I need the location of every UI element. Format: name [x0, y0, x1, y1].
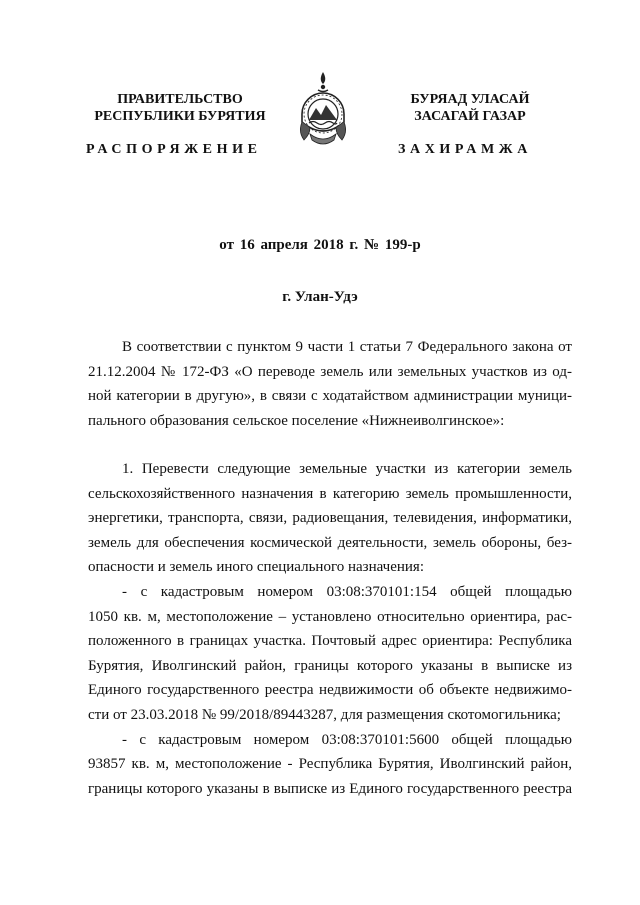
- preamble-line: пального образования сельское поселение «Нижнеиволгинское»:: [88, 412, 505, 429]
- buryatia-coat-of-arms-icon: [296, 70, 350, 154]
- section-line: 93857 кв. м, местоположение - Республика Бурятия, Иволгинский район,: [88, 756, 572, 773]
- header-right-line2: ЗАСАГАЙ ГАЗАР: [414, 109, 526, 124]
- header-left-line2: РЕСПУБЛИКИ БУРЯТИЯ: [94, 109, 266, 124]
- section-line: опасности и земель иного специального назначения:: [88, 559, 424, 576]
- act-type-ru: РАСПОРЯЖЕНИЕ: [86, 142, 262, 157]
- section-line: сельскохозяйственного назначения в категорию земель промышленности,: [88, 485, 572, 502]
- preamble-paragraph: [88, 335, 572, 433]
- section-line: Единого государственного реестра недвижимости об объекте недвижимо-: [88, 682, 572, 699]
- header-right-line1: БУРЯАД УЛАСАЙ: [410, 92, 530, 107]
- document-city: г. Улан-Удэ: [282, 289, 358, 305]
- section-line: положенного в границах участка. Почтовый адрес ориентира: Республика: [88, 633, 572, 650]
- header-left-line1: ПРАВИТЕЛЬСТВО: [117, 92, 243, 107]
- government-name-ru: [80, 91, 280, 125]
- section-line: земель для обеспечения космической деятельности, земель обороны, без-: [88, 534, 572, 551]
- act-type-bua: ЗАХИРАМЖА: [398, 142, 532, 157]
- section-line: Бурятия, Иволгинский район, границы которого указаны в выписке из: [88, 657, 572, 674]
- document-date-number: от 16 апреля 2018 г. № 199-р: [219, 237, 421, 253]
- section-line: - с кадастровым номером 03:08:370101:5600 общей площадью: [122, 731, 572, 748]
- section-line: 1050 кв. м, местоположение – установлено относительно ориентира, рас-: [88, 608, 572, 625]
- preamble-line: ной категории в другую», в связи с ходатайством администрации муници-: [88, 388, 572, 405]
- section-line: энергетики, транспорта, связи, радиовещания, телевидения, информатики,: [88, 510, 572, 527]
- preamble-line: В соответствии с пунктом 9 части 1 статьи 7 Федерального закона от: [122, 339, 572, 355]
- section-line: сти от 23.03.2018 № 99/2018/89443287, для размещения скотомогильника;: [88, 706, 561, 723]
- section-line: - с кадастровым номером 03:08:370101:154 общей площадью: [122, 583, 572, 600]
- preamble-line: 21.12.2004 № 172-ФЗ «О переводе земель или земельных участков из од-: [88, 363, 572, 380]
- section-line: 1. Перевести следующие земельные участки из категории земель: [122, 461, 572, 477]
- section-line: границы которого указаны в выписке из Единого государственного реестра: [88, 780, 572, 797]
- section-1: [88, 457, 572, 801]
- government-name-bua: [370, 91, 570, 125]
